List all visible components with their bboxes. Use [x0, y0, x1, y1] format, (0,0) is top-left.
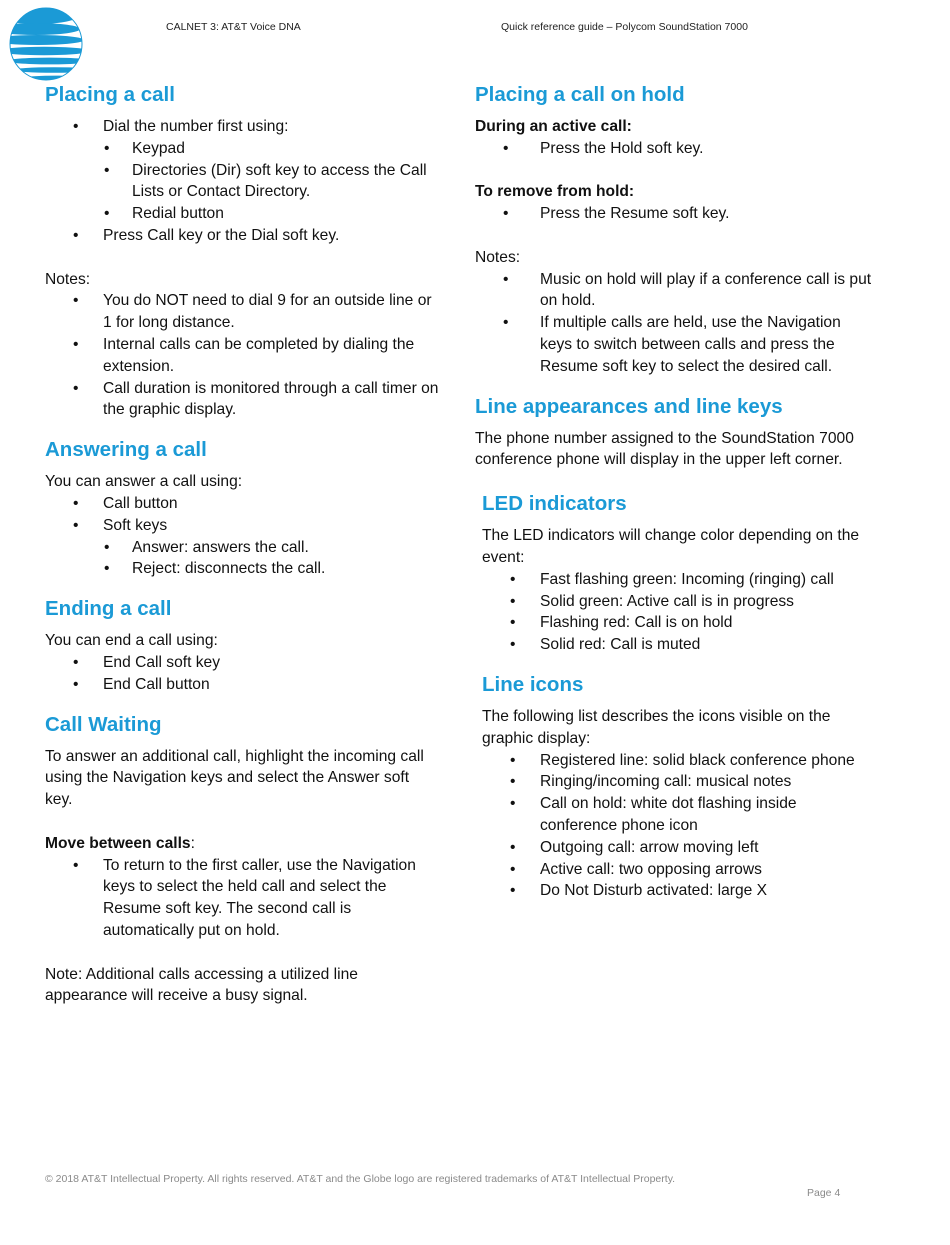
line-appearances-heading: Line appearances and line keys — [475, 394, 783, 418]
list-item: • Internal calls can be completed by dialing the extension. — [45, 334, 440, 378]
list-item: • If multiple calls are held, use the Navigation keys to switch between calls and press the Resume soft key to select the desired call. — [475, 312, 875, 377]
call-waiting-heading: Call Waiting — [45, 712, 162, 736]
att-globe-icon — [8, 6, 84, 82]
line-icons-intro: The following list describes the icons visible on the graphic display: — [482, 707, 831, 747]
soft-keys-list — [103, 537, 440, 581]
ending-call-heading: Ending a call — [45, 597, 172, 621]
led-intro: The LED indicators will change color depending on the event: — [482, 527, 860, 566]
list-item: • Music on hold will play if a conference call is put on hold. — [475, 269, 875, 313]
during-active-call-label: During an active call: — [475, 118, 632, 135]
answering-list — [45, 493, 440, 580]
list-item: • End Call button — [45, 674, 440, 696]
dial-methods-list — [103, 138, 440, 225]
list-item: • Do Not Disturb activated: large X — [482, 880, 875, 902]
list-item: • Call duration is monitored through a call timer on the graphic display. — [45, 378, 440, 422]
call-waiting-note: Note: Additional calls accessing a utilized line appearance will receive a busy signal. — [45, 965, 358, 1005]
list-item: • Solid green: Active call is in progress — [482, 591, 875, 613]
list-item: • To return to the first caller, use the Navigation keys to select the held call and select the Resume soft key. The second call is automatically put on hold. — [45, 855, 440, 942]
list-item — [45, 515, 440, 580]
footer-copyright: © 2018 AT&T Intellectual Property. All rights reserved. AT&T and the Globe logo are registered trademarks of AT&T Intellectual Property. — [45, 1173, 676, 1185]
hold-notes-label: Notes: — [475, 248, 521, 266]
answering-call-heading: Answering a call — [45, 438, 207, 462]
list-item-text: Dial the number first using: — [103, 118, 289, 135]
hold-heading: Placing a call on hold — [475, 83, 685, 106]
list-item: • Answer: answers the call. — [103, 537, 440, 559]
remove-hold-list — [475, 203, 875, 225]
placing-call-list — [45, 116, 440, 247]
answering-intro: You can answer a call using: — [45, 473, 243, 491]
list-item: • Press the Resume soft key. — [475, 203, 875, 225]
header-left-title: CALNET 3: AT&T Voice DNA — [166, 21, 301, 33]
list-item: • Registered line: solid black conference phone — [482, 750, 875, 772]
line-icons-list — [482, 750, 875, 903]
list-item: • Call button — [45, 493, 440, 515]
list-item: • Call on hold: white dot flashing inside conference phone icon — [482, 793, 875, 837]
notes-label: Notes: — [45, 270, 91, 288]
led-list — [482, 569, 875, 656]
list-item: • Ringing/incoming call: musical notes — [482, 771, 875, 793]
ending-intro: You can end a call using: — [45, 632, 218, 650]
list-item: • Flashing red: Call is on hold — [482, 612, 875, 634]
page-number: Page 4 — [807, 1187, 841, 1199]
led-section — [475, 491, 875, 902]
list-item: • Press Call key or the Dial soft key. — [45, 225, 440, 247]
line-icons-heading: Line icons — [482, 672, 584, 696]
list-item — [45, 116, 440, 225]
list-item: • Outgoing call: arrow moving left — [482, 837, 875, 859]
led-indicators-heading: LED indicators — [482, 492, 627, 516]
list-item: • Solid red: Call is muted — [482, 634, 875, 656]
list-item: • Reject: disconnects the call. — [103, 558, 440, 580]
list-item: • Active call: two opposing arrows — [482, 859, 875, 881]
list-item: • Keypad — [103, 138, 440, 160]
list-item: • You do NOT need to dial 9 for an outside line or 1 for long distance. — [45, 290, 440, 334]
hold-list — [475, 138, 875, 160]
list-item: • Directories (Dir) soft key to access the Call Lists or Contact Directory. — [103, 160, 440, 204]
line-appearances-text: The phone number assigned to the SoundStation 7000 conference phone will display in the upper left corner. — [475, 429, 854, 469]
right-column — [475, 82, 875, 902]
hold-notes-list — [475, 269, 875, 378]
list-item: • Press the Hold soft key. — [475, 138, 875, 160]
header-right-title: Quick reference guide – Polycom SoundStation 7000 — [501, 21, 748, 33]
list-item-text: Soft keys — [103, 516, 168, 534]
move-between-calls-bold: Move between calls — [45, 834, 191, 852]
placing-call-heading: Placing a call — [45, 83, 175, 106]
list-item: • Fast flashing green: Incoming (ringing) call — [482, 569, 875, 591]
move-between-calls-list — [45, 855, 440, 942]
placing-notes-list — [45, 290, 440, 421]
left-column — [45, 82, 440, 1007]
move-between-calls-colon: : — [190, 834, 195, 852]
list-item: • Redial button — [103, 203, 440, 225]
call-waiting-intro: To answer an additional call, highlight the incoming call using the Navigation keys and select the Answer soft key. — [45, 747, 424, 809]
list-item: • End Call soft key — [45, 652, 440, 674]
move-between-calls-label — [45, 833, 440, 855]
remove-hold-label: To remove from hold: — [475, 183, 635, 201]
ending-list — [45, 652, 440, 696]
